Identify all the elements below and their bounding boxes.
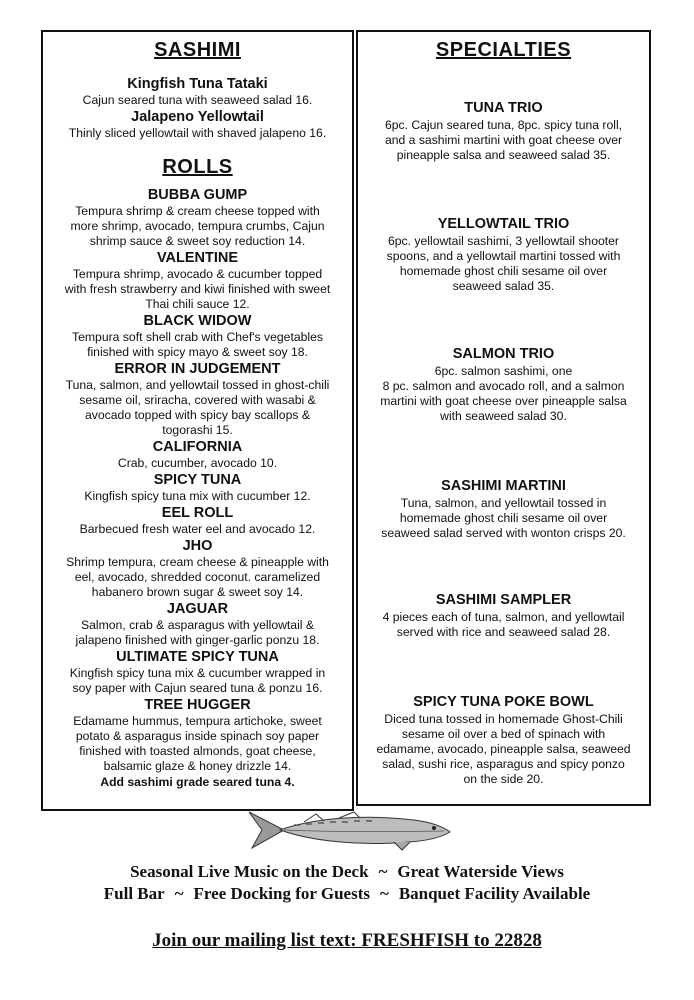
menu-item xyxy=(43,250,352,312)
menu-item-description-line: Kingfish spicy tuna mix & cucumber wrapped in xyxy=(69,666,326,680)
sashimi-items xyxy=(43,76,352,141)
menu-item-description-line: togorashi 15. xyxy=(162,423,233,437)
menu-item-description-line: with seaweed salad 30. xyxy=(440,409,567,423)
menu-item-title: VALENTINE xyxy=(156,250,239,266)
menu-item-title: CALIFORNIA xyxy=(152,439,243,455)
menu-item-description-line: Edamame hummus, tempura artichoke, sweet xyxy=(73,714,322,728)
menu-item xyxy=(43,313,352,360)
menu-item xyxy=(358,694,649,787)
menu-item-description-line: and a sashimi martini with goat cheese over xyxy=(384,133,623,147)
menu-item-description-line: 6pc. yellowtail sashimi, 3 yellowtail shooter xyxy=(388,234,619,248)
menu-item-title: SPICY TUNA xyxy=(153,472,242,488)
footer-separator: ~ xyxy=(379,884,389,903)
specialties-heading: SPECIALTIES xyxy=(435,39,572,61)
menu-item-description-line: sesame oil, sriracha, covered with wasabi & xyxy=(79,393,316,407)
menu-item-description-line: pineapple salsa and seaweed salad 35. xyxy=(396,148,611,162)
left-menu-panel xyxy=(41,30,354,811)
menu-item xyxy=(43,361,352,438)
menu-item xyxy=(43,601,352,648)
menu-item-description-line: 8 pc. salmon and avocado roll, and a salmon xyxy=(382,379,625,393)
mailing-list-line: Join our mailing list text: FRESHFISH to 22828 xyxy=(152,930,542,951)
menu-item xyxy=(358,100,649,163)
sashimi-heading: SASHIMI xyxy=(154,39,241,61)
menu-item-description-line: Tempura shrimp & cream cheese topped with xyxy=(75,204,320,218)
menu-item-description-line: soy paper with Cajun seared tuna & ponzu 16. xyxy=(72,681,323,695)
menu-item-description-line: Salmon, crab & asparagus with yellowtail & xyxy=(80,618,315,632)
menu-item-description-line: habanero brown sugar & sweet soy 14. xyxy=(91,585,304,599)
footer-amenities-line-1 xyxy=(0,862,694,882)
menu-item-description-line: eel, avocado, shredded coconut. caramelized xyxy=(74,570,321,584)
menu-item-description-line: sesame oil over a bed of spinach with xyxy=(401,727,606,741)
menu-item-title: SALMON TRIO xyxy=(452,346,555,362)
menu-item-description-line: balsamic glaze & honey drizzle 14. xyxy=(103,759,292,773)
menu-item-title: Jalapeno Yellowtail xyxy=(131,109,264,125)
menu-item-title: BLACK WIDOW xyxy=(143,313,252,329)
footer-banquet-facility: Banquet Facility Available xyxy=(398,884,591,903)
menu-item-description-line: salad, sushi rice, asparagus and spicy ponzo xyxy=(382,757,625,771)
menu-item-title: ERROR IN JUDGEMENT xyxy=(114,361,281,377)
menu-item xyxy=(43,538,352,600)
menu-item-description-line: 4 pieces each of tuna, salmon, and yellowtail xyxy=(382,610,625,624)
menu-item-description-line: Shrimp tempura, cream cheese & pineapple with xyxy=(66,555,329,569)
menu-item-description-line: finished with spicy mayo & sweet soy 18. xyxy=(87,345,308,359)
menu-item-description-line: jalapeno finished with ginger-garlic ponzu 18. xyxy=(75,633,320,647)
menu-item-description-line: 6pc. Cajun seared tuna, 8pc. spicy tuna roll, xyxy=(384,118,623,132)
rolls-items xyxy=(43,187,352,774)
rolls-section xyxy=(43,155,352,790)
menu-item-description-line: homemade ghost chili sesame oil over xyxy=(399,264,608,278)
menu-item xyxy=(358,216,649,294)
menu-item-title: SPICY TUNA POKE BOWL xyxy=(413,694,594,710)
menu-item-description-line: martini with goat cheese over pineapple salsa xyxy=(380,394,627,408)
footer-free-docking: Free Docking for Guests xyxy=(193,884,370,903)
menu-item-description-line: seaweed salad 35. xyxy=(452,279,555,293)
footer-separator: ~ xyxy=(378,862,388,881)
menu-item-title: YELLOWTAIL TRIO xyxy=(437,216,570,232)
menu-item xyxy=(43,76,352,108)
footer-amenities-line-2 xyxy=(0,884,694,904)
menu-item-description-line: Diced tuna tossed in homemade Ghost-Chili xyxy=(384,712,623,726)
menu-item-description-line: Tuna, salmon, and yellowtail tossed in ghost-chili xyxy=(65,378,330,392)
menu-item-title: JAGUAR xyxy=(166,601,229,617)
menu-item xyxy=(43,187,352,249)
menu-item-description-line: Tuna, salmon, and yellowtail tossed in xyxy=(400,496,607,510)
menu-item-title: Kingfish Tuna Tataki xyxy=(127,76,268,92)
menu-item xyxy=(43,649,352,696)
specialties-panel xyxy=(356,30,651,806)
menu-item-description-line: more shrimp, avocado, tempura crumbs, Cajun xyxy=(70,219,325,233)
footer-live-music: Seasonal Live Music on the Deck xyxy=(130,862,369,881)
menu-item-title: SASHIMI MARTINI xyxy=(441,478,566,494)
menu-item-description-line: Tempura soft shell crab with Chef's vegetables xyxy=(72,330,323,344)
menu-item xyxy=(43,472,352,504)
menu-item xyxy=(43,439,352,471)
menu-item-description-line: finished with toasted almonds, goat cheese, xyxy=(79,744,316,758)
menu-item-title: TREE HUGGER xyxy=(144,697,251,713)
menu-item-title: SASHIMI SAMPLER xyxy=(435,592,572,608)
menu-item-description-line: with fresh strawberry and kiwi finished with sweet xyxy=(64,282,331,296)
menu-item xyxy=(358,478,649,541)
menu-item xyxy=(43,697,352,774)
rolls-heading: ROLLS xyxy=(162,156,233,178)
menu-item-description-line: shrimp sauce & sweet soy reduction 14. xyxy=(89,234,306,248)
menu-item-title: EEL ROLL xyxy=(161,505,234,521)
menu-item xyxy=(358,592,649,640)
menu-item-description-line: Thinly sliced yellowtail with shaved jalapeno 16. xyxy=(68,126,327,140)
addon-note: Add sashimi grade seared tuna 4. xyxy=(100,775,295,789)
menu-item-description-line: Tempura shrimp, avocado & cucumber topped xyxy=(72,267,323,281)
menu-item-description-line: seaweed salad served with wonton crisps 20. xyxy=(381,526,626,540)
menu-item-title: TUNA TRIO xyxy=(464,100,543,116)
menu-item xyxy=(43,109,352,141)
sashimi-section xyxy=(43,38,352,141)
menu-item xyxy=(43,505,352,537)
footer-full-bar: Full Bar xyxy=(103,884,165,903)
menu-item-description-line: Barbecued fresh water eel and avocado 12. xyxy=(79,522,316,536)
menu-item-title: BUBBA GUMP xyxy=(147,187,248,203)
menu-item xyxy=(358,346,649,424)
menu-item-description-line: Thai chili sauce 12. xyxy=(145,297,250,311)
menu-item-description-line: potato & asparagus inside spinach soy paper xyxy=(75,729,320,743)
menu-item-description-line: homemade ghost chili sesame oil over xyxy=(399,511,608,525)
menu-item-description-line: spoons, and a yellowtail martini tossed with xyxy=(386,249,621,263)
menu-item-title: ULTIMATE SPICY TUNA xyxy=(116,649,279,665)
menu-item-description-line: 6pc. salmon sashimi, one xyxy=(434,364,573,378)
footer-separator: ~ xyxy=(174,884,184,903)
menu-item-description-line: edamame, avocado, pineapple salsa, seaweed xyxy=(376,742,631,756)
footer-waterside-views: Great Waterside Views xyxy=(397,862,564,881)
menu-item-description-line: Cajun seared tuna with seaweed salad 16. xyxy=(82,93,313,107)
menu-item-title: JHO xyxy=(182,538,213,554)
menu-item-description-line: Kingfish spicy tuna mix with cucumber 12. xyxy=(84,489,311,503)
menu-item-description-line: Crab, cucumber, avocado 10. xyxy=(117,456,278,470)
kingfish-illustration xyxy=(244,808,454,854)
menu-item-description-line: avocado topped with spicy bay scallops & xyxy=(85,408,310,422)
menu-item-description-line: served with rice and seaweed salad 28. xyxy=(396,625,611,639)
menu-item-description-line: on the side 20. xyxy=(463,772,544,786)
